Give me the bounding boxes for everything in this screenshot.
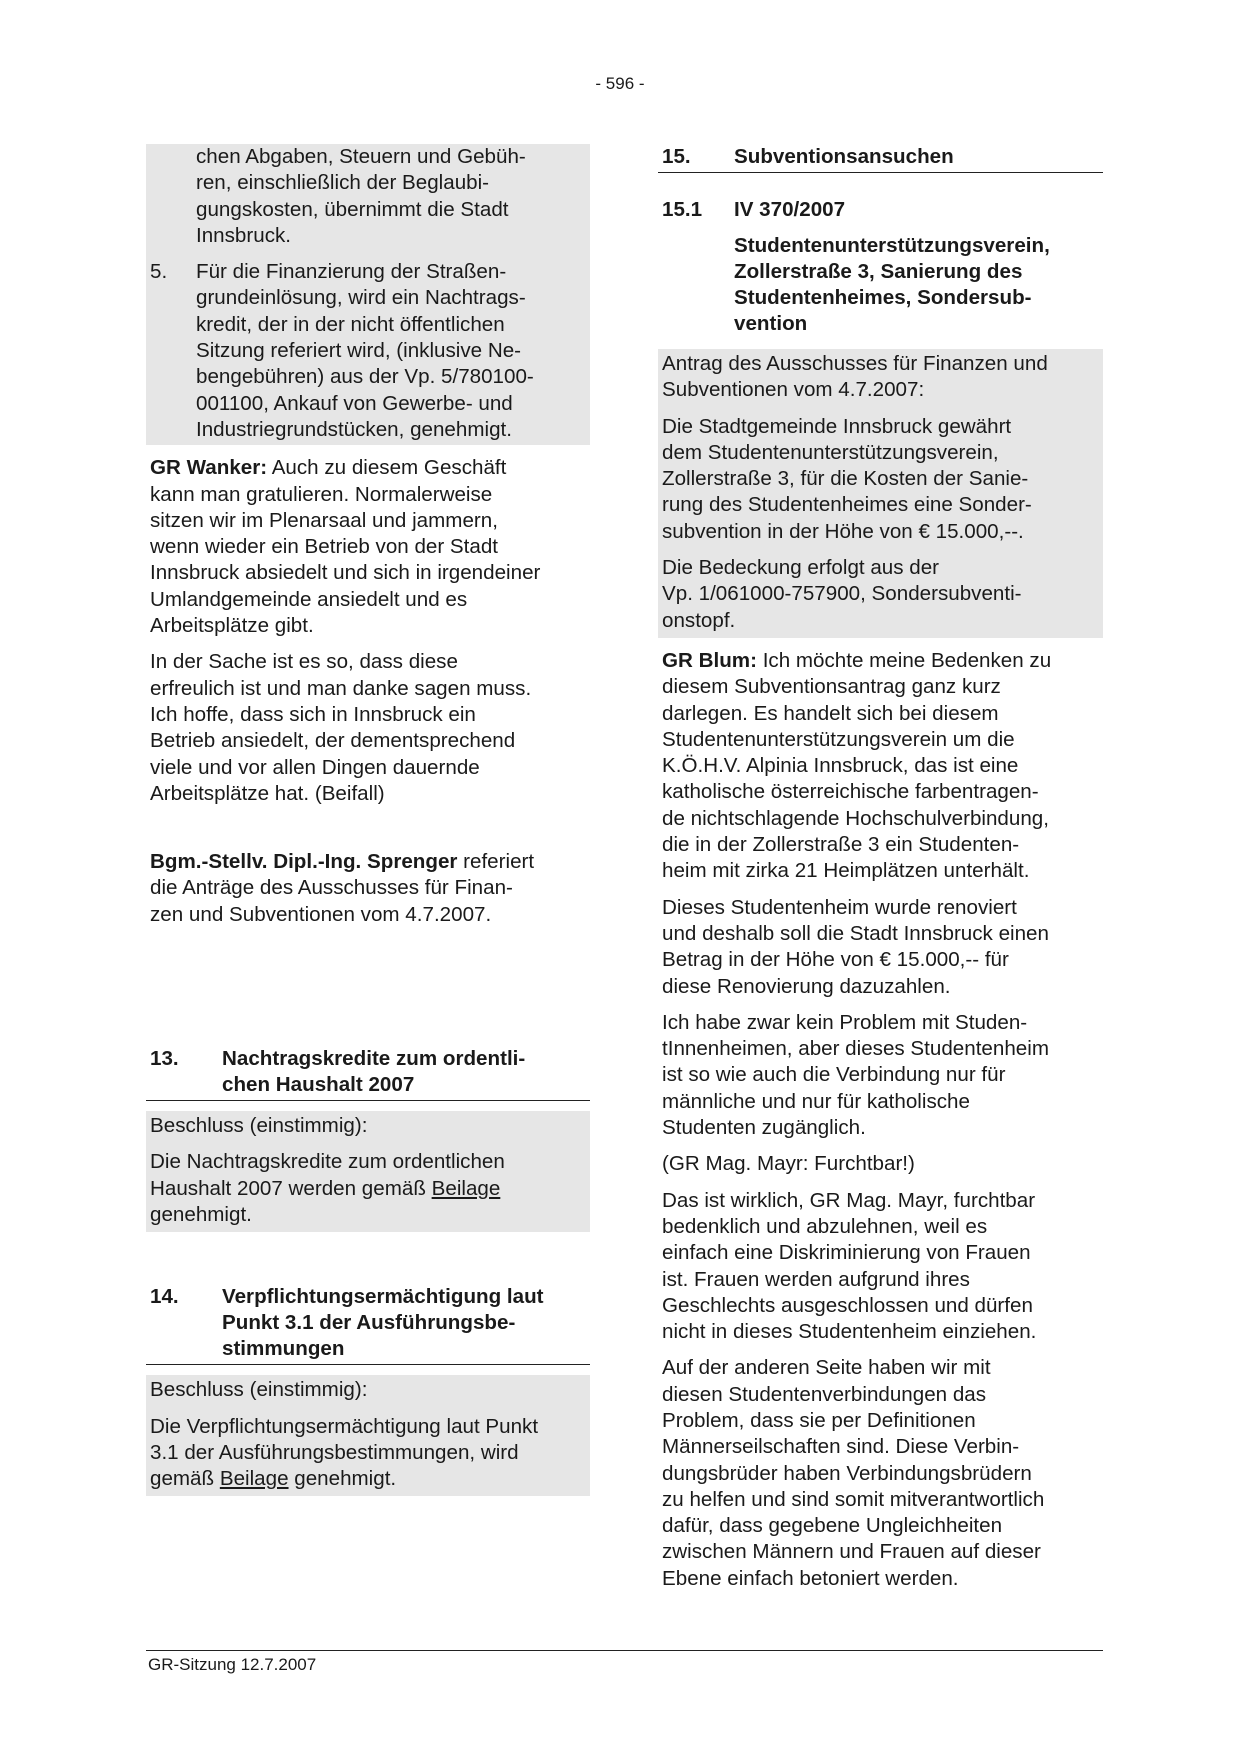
subsection-reference: IV 370/2007: [734, 198, 846, 221]
text-line: Die Stadtgemeinde Innsbruck gewährt: [662, 414, 1012, 438]
text-line: kredit, der in der nicht öffentlichen: [196, 312, 505, 336]
speech-wanker-continued: [146, 649, 590, 807]
speech-text: Auch zu diesem Geschäft: [267, 456, 507, 480]
text-line: Arbeitsplätze gibt.: [150, 614, 314, 638]
speech-wanker: [146, 455, 590, 639]
left-column: [146, 144, 590, 1496]
text-line: [150, 1466, 590, 1492]
page-number: - 596 -: [595, 74, 645, 93]
text-line: Sitzung referiert wird, (inklusive Ne-: [196, 339, 522, 363]
resolution-label: Beschluss (einstimmig):: [150, 1114, 368, 1138]
text-line: diesem Subventionsantrag ganz kurz: [662, 675, 1001, 699]
text-line: Männerseilschaften sind. Diese Verbin-: [662, 1435, 1020, 1459]
section-title-line: chen Haushalt 2007: [222, 1073, 415, 1097]
list-item-number: 5.: [150, 260, 168, 284]
section-number: 13.: [150, 1047, 179, 1071]
text-line: die in der Zollerstraße 3 ein Studenten-: [662, 833, 1020, 857]
text-line: Betrag in der Höhe von € 15.000,-- für: [662, 948, 1009, 972]
speech-text: referiert: [457, 850, 535, 874]
text-line: Für die Finanzierung der Straßen-: [196, 260, 507, 284]
text-line: [150, 849, 590, 875]
text-line: Problem, dass sie per Definitionen: [662, 1408, 976, 1432]
beilage-link[interactable]: Beilage: [431, 1176, 501, 1200]
text-line: diese Renovierung dazuzahlen.: [662, 974, 951, 998]
text-line: katholische österreichische farbentragen-: [662, 780, 1039, 804]
section-title-line: stimmungen: [222, 1337, 345, 1361]
text-line: ist. Frauen werden aufgrund ihres: [662, 1267, 970, 1291]
text-line: Dieses Studentenheim wurde renoviert: [662, 895, 1017, 919]
text-line: kann man gratulieren. Normalerweise: [150, 482, 493, 506]
paragraph: [658, 1355, 1103, 1592]
text-line: bengebühren) aus der Vp. 5/780100-: [196, 365, 534, 389]
text-line: dungsbrüder haben Verbindungsbrüdern: [662, 1461, 1032, 1485]
text-line: Arbeitsplätze hat. (Beifall): [150, 781, 385, 805]
footer-text: GR-Sitzung 12.7.2007: [148, 1655, 317, 1674]
text-fragment: genehmigt.: [288, 1467, 397, 1491]
footer-divider: [146, 1650, 1103, 1651]
subsection-title-line: vention: [734, 312, 808, 335]
subsection-title-line: Studentenheimes, Sondersub-: [734, 286, 1032, 309]
text-line: Ich hoffe, dass sich in Innsbruck ein: [150, 702, 476, 726]
text-line: Innsbruck.: [196, 223, 292, 247]
text-line: heim mit zirka 21 Heimplätzen unterhält.: [662, 859, 1030, 883]
text-line: Subventionen vom 4.7.2007:: [662, 378, 925, 402]
text-line: diesen Studentenverbindungen das: [662, 1382, 987, 1406]
continued-item-text: [146, 144, 590, 253]
text-line: viele und vor allen Dingen dauernde: [150, 755, 480, 779]
text-line: [662, 648, 1103, 674]
text-line: zwischen Männern und Frauen auf dieser: [662, 1540, 1041, 1564]
text-line: Betrieb ansiedelt, der dementsprechend: [150, 729, 516, 753]
text-line: und deshalb soll die Stadt Innsbruck einen: [662, 921, 1049, 945]
text-line: Industriegrundstücken, genehmigt.: [196, 417, 512, 441]
text-line: subvention in der Höhe von € 15.000,--.: [662, 519, 1024, 543]
section-title-line: Verpflichtungsermächtigung laut: [222, 1285, 544, 1309]
text-line: wenn wieder ein Betrieb von der Stadt: [150, 535, 499, 559]
text-line: Umlandgemeinde ansiedelt und es: [150, 587, 468, 611]
text-line: Antrag des Ausschusses für Finanzen und: [662, 352, 1048, 375]
text-line: Innsbruck absiedelt und sich in irgendeiner: [150, 561, 541, 585]
text-line: nicht in dieses Studentenheim einziehen.: [662, 1320, 1037, 1344]
text-line: darlegen. Es handelt sich bei diesem: [662, 701, 999, 725]
text-line: Die Verpflichtungsermächtigung laut Punkt: [150, 1414, 539, 1438]
text-line: gungskosten, übernimmt die Stadt: [196, 197, 509, 221]
section-title: Subventionsansuchen: [734, 145, 954, 168]
text-line: Die Nachtragskredite zum ordentlichen: [150, 1150, 505, 1174]
speaker-name: Bgm.-Stellv. Dipl.-Ing. Sprenger: [150, 850, 458, 874]
text-line: erfreulich ist und man danke sagen muss.: [150, 676, 532, 700]
section-number: 15.: [662, 145, 691, 168]
speaker-name: GR Wanker:: [150, 456, 268, 480]
text-line: onstopf.: [662, 608, 736, 632]
speech-blum: [658, 648, 1103, 885]
subsection-title-line: Studentenunterstützungsverein,: [734, 234, 1050, 257]
speaker-name: GR Blum:: [662, 648, 757, 672]
text-line: Ebene einfach betoniert werden.: [662, 1566, 959, 1590]
text-line: grundeinlösung, wird ein Nachtrags-: [196, 286, 526, 310]
section-number: 14.: [150, 1285, 179, 1309]
right-column: [658, 144, 1103, 1592]
resolution-label: Beschluss (einstimmig):: [150, 1378, 368, 1402]
section-heading-15: [658, 144, 1103, 173]
text-line: de nichtschlagende Hochschulverbindung,: [662, 806, 1049, 830]
paragraph: [658, 895, 1103, 1000]
resolution-13: [146, 1111, 590, 1232]
subsection-heading-15-1: [658, 197, 1103, 337]
text-line: Studentenunterstützungsverein um die: [662, 727, 1015, 751]
text-line: Vp. 1/061000-757900, Sondersubventi-: [662, 582, 1022, 606]
text-line: [150, 1176, 590, 1202]
text-line: K.Ö.H.V. Alpinia Innsbruck, das ist eine: [662, 754, 1019, 778]
section-title-line: Nachtragskredite zum ordentli-: [222, 1047, 526, 1071]
text-line: ren, einschließlich der Beglaubi-: [196, 171, 490, 195]
text-line: dafür, dass gegebene Ungleichheiten: [662, 1514, 1003, 1538]
text-line: Ich habe zwar kein Problem mit Studen-: [662, 1010, 1028, 1034]
text-line: rung des Studentenheimes eine Sonder-: [662, 493, 1032, 517]
text-line: ist so wie auch die Verbindung nur für: [662, 1063, 1006, 1087]
text-line: tInnenheimen, aber dieses Studentenheim: [662, 1037, 1049, 1061]
section-heading-14: [146, 1284, 590, 1365]
text-line: zen und Subventionen vom 4.7.2007.: [150, 902, 492, 926]
text-line: Studenten zugänglich.: [662, 1116, 866, 1140]
speech-text: Ich möchte meine Bedenken zu: [756, 648, 1052, 672]
text-line: zu helfen und sind somit mitverantwortlich: [662, 1487, 1045, 1511]
text-line: [150, 455, 590, 481]
interjection: (GR Mag. Mayr: Furchtbar!): [662, 1152, 915, 1176]
section-title-line: Punkt 3.1 der Ausführungsbe-: [222, 1311, 516, 1335]
list-item-5: [146, 253, 590, 445]
text-line: männliche und nur für katholische: [662, 1089, 970, 1113]
text-line: Geschlechts ausgeschlossen und dürfen: [662, 1293, 1033, 1317]
text-fragment: gemäß: [150, 1467, 220, 1491]
text-line: Das ist wirklich, GR Mag. Mayr, furchtbar: [662, 1188, 1036, 1212]
text-line: 001100, Ankauf von Gewerbe- und: [196, 391, 513, 415]
text-line: Zollerstraße 3, für die Kosten der Sanie-: [662, 467, 1029, 491]
resolution-14: [146, 1375, 590, 1496]
text-fragment: Haushalt 2007 werden gemäß: [150, 1176, 432, 1200]
subsection-title-line: Zollerstraße 3, Sanierung des: [734, 260, 1023, 283]
text-line: In der Sache ist es so, dass diese: [150, 650, 458, 674]
speech-sprenger: [146, 849, 590, 928]
text-line: dem Studentenunterstützungsverein,: [662, 440, 999, 464]
text-line: chen Abgaben, Steuern und Gebüh-: [196, 145, 526, 168]
paragraph: [658, 1188, 1103, 1346]
text-line: sitzen wir im Plenarsaal und jammern,: [150, 508, 498, 532]
text-line: einfach eine Diskriminierung von Frauen: [662, 1241, 1031, 1265]
text-line: Die Bedeckung erfolgt aus der: [662, 556, 940, 580]
text-line: genehmigt.: [150, 1202, 252, 1226]
subsection-number: 15.1: [662, 198, 703, 221]
text-line: 3.1 der Ausführungsbestimmungen, wird: [150, 1440, 519, 1464]
text-line: Auf der anderen Seite haben wir mit: [662, 1356, 991, 1380]
paragraph: [658, 1010, 1103, 1141]
text-line: bedenklich und abzulehnen, weil es: [662, 1214, 988, 1238]
beilage-link[interactable]: Beilage: [219, 1467, 289, 1491]
motion-15-1: [658, 349, 1103, 638]
section-heading-13: [146, 1046, 590, 1101]
text-line: die Anträge des Ausschusses für Finan-: [150, 876, 513, 900]
